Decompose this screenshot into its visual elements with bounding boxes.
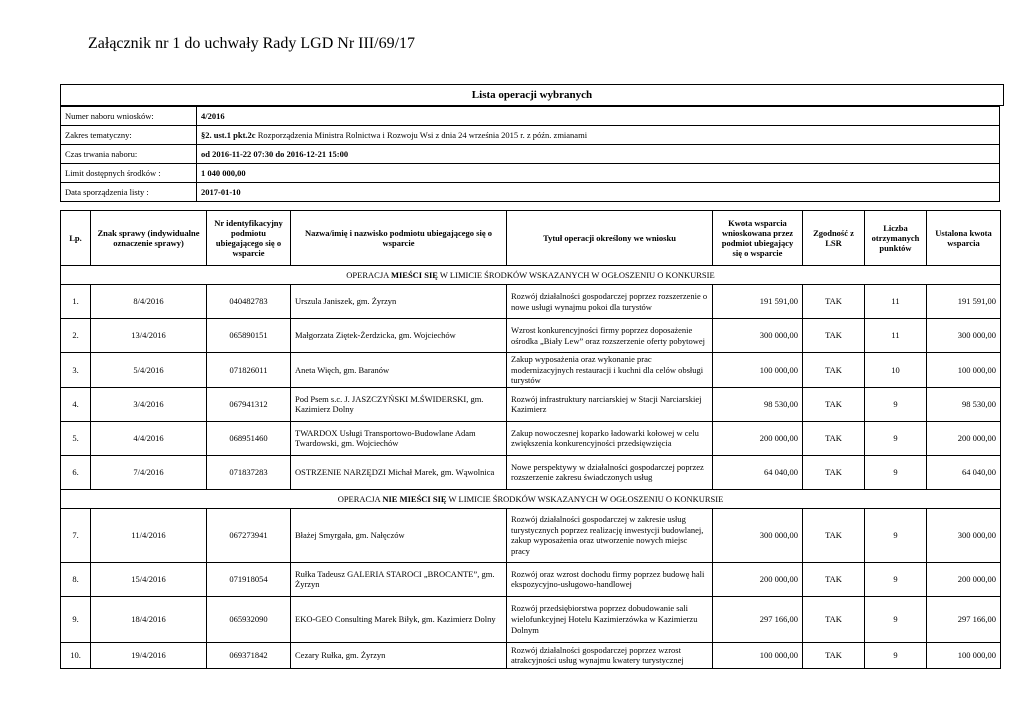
cell-nazwa: Błażej Smyrgała, gm. Nałęczów (291, 508, 507, 562)
cell-kwota: 64 040,00 (713, 455, 803, 489)
list-title: Lista operacji wybranych (60, 84, 1004, 106)
info-label: Zakres tematyczny: (61, 126, 197, 145)
column-header: Znak sprawy (indywidualne oznaczenie sprawy) (91, 211, 207, 266)
cell-ustalona: 98 530,00 (927, 387, 1001, 421)
cell-lsr: TAK (803, 353, 865, 388)
cell-tytul: Rozwój oraz wzrost dochodu firmy poprzez budowę hali ekspozycyjno-usługowo-handlowej (507, 562, 713, 596)
cell-punkty: 9 (865, 421, 927, 455)
cell-tytul: Rozwój działalności gospodarczej poprzez rozszerzenie o nowe usługi wynajmu pokoi dla turystów (507, 285, 713, 319)
table-row (61, 642, 1001, 668)
document-title: Załącznik nr 1 do uchwały Rady LGD Nr III/69/17 (88, 35, 416, 52)
cell-lsr: TAK (803, 455, 865, 489)
cell-kwota: 300 000,00 (713, 319, 803, 353)
section-status: MIEŚCI SIĘ (390, 269, 438, 280)
info-label: Limit dostępnych środków : (61, 164, 197, 183)
table-row (61, 319, 1001, 353)
cell-nazwa: Aneta Więch, gm. Baranów (291, 353, 507, 388)
cell-lp: 2. (61, 319, 91, 353)
cell-znak: 8/4/2016 (91, 285, 207, 319)
info-value: 4/2016 (197, 107, 1000, 126)
table-row (61, 353, 1001, 388)
cell-kwota: 297 166,00 (713, 596, 803, 642)
info-row (61, 126, 1000, 145)
cell-nr: 071837283 (207, 455, 291, 489)
info-row (61, 107, 1000, 126)
cell-nr: 067273941 (207, 508, 291, 562)
info-value: od 2016-11-22 07:30 do 2016-12-21 15:00 (197, 145, 1000, 164)
cell-tytul: Wzrost konkurencyjności firmy poprzez doposażenie ośrodka „Biały Lew” oraz rozszerzenie oferty pobytowej (507, 319, 713, 353)
cell-kwota: 300 000,00 (713, 508, 803, 562)
column-header: Nazwa/imię i nazwisko podmiotu ubiegającego się o wsparcie (291, 211, 507, 266)
cell-ustalona: 200 000,00 (927, 421, 1001, 455)
cell-kwota: 98 530,00 (713, 387, 803, 421)
cell-nazwa: Małgorzata Ziętek-Żerdzicka, gm. Wojciechów (291, 319, 507, 353)
section-suffix: W LIMICIE ŚRODKÓW WSKAZANYCH W OGŁOSZENIU O KONKURSIE (437, 269, 715, 280)
column-header: Zgodność z LSR (803, 211, 865, 266)
cell-lp: 9. (61, 596, 91, 642)
cell-lsr: TAK (803, 421, 865, 455)
cell-punkty: 9 (865, 642, 927, 668)
cell-nazwa: TWARDOX Usługi Transportowo-Budowlane Adam Twardowski, gm. Wojciechów (291, 421, 507, 455)
info-label: Czas trwania naboru: (61, 145, 197, 164)
cell-nr: 071826011 (207, 353, 291, 388)
section-row (61, 266, 1001, 285)
cell-nr: 069371842 (207, 642, 291, 668)
section-label (61, 266, 1001, 285)
cell-kwota: 191 591,00 (713, 285, 803, 319)
cell-znak: 4/4/2016 (91, 421, 207, 455)
cell-znak: 18/4/2016 (91, 596, 207, 642)
cell-nazwa: Cezary Rułka, gm. Żyrzyn (291, 642, 507, 668)
cell-nazwa: Pod Psem s.c. J. JASZCZYŃSKI M.ŚWIDERSKI, gm. Kazimierz Dolny (291, 387, 507, 421)
table-row (61, 508, 1001, 562)
cell-punkty: 9 (865, 596, 927, 642)
column-header: Tytuł operacji określony we wniosku (507, 211, 713, 266)
cell-nazwa: Urszula Janiszek, gm. Żyrzyn (291, 285, 507, 319)
cell-lp: 6. (61, 455, 91, 489)
cell-kwota: 100 000,00 (713, 353, 803, 388)
column-header: Liczba otrzymanych punktów (865, 211, 927, 266)
section-prefix: OPERACJA (337, 493, 383, 504)
cell-ustalona: 64 040,00 (927, 455, 1001, 489)
info-value (197, 126, 1000, 145)
section-prefix: OPERACJA (346, 269, 391, 280)
section-row (61, 489, 1001, 508)
cell-tytul: Rozwój działalności gospodarczej w zakresie usług turystycznych poprzez realizację inwestycji budowlanej, zakup wyposażenia oraz utworzenie nowych miejsc pracy (507, 508, 713, 562)
cell-kwota: 200 000,00 (713, 562, 803, 596)
cell-znak: 5/4/2016 (91, 353, 207, 388)
cell-lsr: TAK (803, 508, 865, 562)
cell-lsr: TAK (803, 562, 865, 596)
cell-punkty: 11 (865, 285, 927, 319)
info-row (61, 164, 1000, 183)
cell-nr: 065890151 (207, 319, 291, 353)
table-row (61, 285, 1001, 319)
info-row (61, 183, 1000, 202)
cell-tytul: Rozwój działalności gospodarczej poprzez wzrost atrakcyjności usług wynajmu kwatery turystycznej (507, 642, 713, 668)
cell-nr: 040482783 (207, 285, 291, 319)
cell-tytul: Zakup wyposażenia oraz wykonanie prac modernizacyjnych restauracji i kuchni dla celów obsługi turystów (507, 353, 713, 388)
cell-punkty: 9 (865, 562, 927, 596)
column-header: Lp. (61, 211, 91, 266)
cell-lp: 7. (61, 508, 91, 562)
cell-ustalona: 297 166,00 (927, 596, 1001, 642)
cell-lp: 1. (61, 285, 91, 319)
info-row (61, 145, 1000, 164)
column-header: Kwota wsparcia wnioskowana przez podmiot ubiegający się o wsparcie (713, 211, 803, 266)
table-header-row (61, 211, 1001, 266)
cell-lp: 10. (61, 642, 91, 668)
cell-lsr: TAK (803, 642, 865, 668)
table-row (61, 387, 1001, 421)
cell-nr: 067941312 (207, 387, 291, 421)
column-header: Ustalona kwota wsparcia (927, 211, 1001, 266)
cell-ustalona: 100 000,00 (927, 353, 1001, 388)
info-value-bold: §2. ust.1 pkt.2c (201, 130, 256, 140)
cell-nazwa: EKO-GEO Consulting Marek Biłyk, gm. Kazimierz Dolny (291, 596, 507, 642)
cell-punkty: 9 (865, 508, 927, 562)
table-row (61, 562, 1001, 596)
info-label: Data sporządzenia listy : (61, 183, 197, 202)
cell-tytul: Zakup nowoczesnej koparko ładowarki kołowej w celu zwiększenia konkurencyjności przedsięwzięcia (507, 421, 713, 455)
section-label (61, 489, 1001, 508)
table-row (61, 596, 1001, 642)
info-value: 1 040 000,00 (197, 164, 1000, 183)
cell-kwota: 200 000,00 (713, 421, 803, 455)
cell-lsr: TAK (803, 285, 865, 319)
cell-punkty: 9 (865, 387, 927, 421)
cell-ustalona: 300 000,00 (927, 319, 1001, 353)
table-row (61, 421, 1001, 455)
cell-punkty: 11 (865, 319, 927, 353)
cell-ustalona: 200 000,00 (927, 562, 1001, 596)
cell-znak: 19/4/2016 (91, 642, 207, 668)
cell-ustalona: 191 591,00 (927, 285, 1001, 319)
cell-lp: 4. (61, 387, 91, 421)
cell-nazwa: Rułka Tadeusz GALERIA STAROCI „BROCANTE”, gm. Żyrzyn (291, 562, 507, 596)
info-label: Numer naboru wniosków: (61, 107, 197, 126)
cell-znak: 7/4/2016 (91, 455, 207, 489)
cell-znak: 11/4/2016 (91, 508, 207, 562)
cell-lp: 8. (61, 562, 91, 596)
cell-tytul: Nowe perspektywy w działalności gospodarczej poprzez rozszerzenie zakresu świadczonych usług (507, 455, 713, 489)
cell-lsr: TAK (803, 387, 865, 421)
section-suffix: W LIMICIE ŚRODKÓW WSKAZANYCH W OGŁOSZENIU O KONKURSIE (446, 493, 724, 504)
cell-tytul: Rozwój infrastruktury narciarskiej w Stacji Narciarskiej Kazimierz (507, 387, 713, 421)
cell-lsr: TAK (803, 596, 865, 642)
info-value: 2017-01-10 (197, 183, 1000, 202)
cell-tytul: Rozwój przedsiębiorstwa poprzez dobudowanie sali wielofunkcyjnej Hotelu Kazimierzówka w Kazimierzu Dolnym (507, 596, 713, 642)
section-status: NIE MIEŚCI SIĘ (382, 493, 447, 504)
recruitment-info-table (60, 106, 1000, 202)
cell-punkty: 9 (865, 455, 927, 489)
cell-nr: 065932090 (207, 596, 291, 642)
cell-znak: 13/4/2016 (91, 319, 207, 353)
cell-ustalona: 300 000,00 (927, 508, 1001, 562)
cell-lp: 3. (61, 353, 91, 388)
cell-punkty: 10 (865, 353, 927, 388)
cell-znak: 15/4/2016 (91, 562, 207, 596)
cell-nazwa: OSTRZENIE NARZĘDZI Michał Marek, gm. Wąwolnica (291, 455, 507, 489)
operations-table (60, 210, 1001, 669)
column-header: Nr identyfikacyjny podmiotu ubiegającego się o wsparcie (207, 211, 291, 266)
cell-lp: 5. (61, 421, 91, 455)
info-value-normal: Rozporządzenia Ministra Rolnictwa i Rozwoju Wsi z dnia 24 września 2015 r. z późn. zmianami (255, 130, 588, 140)
cell-nr: 071918054 (207, 562, 291, 596)
cell-ustalona: 100 000,00 (927, 642, 1001, 668)
cell-lsr: TAK (803, 319, 865, 353)
table-row (61, 455, 1001, 489)
cell-nr: 068951460 (207, 421, 291, 455)
cell-kwota: 100 000,00 (713, 642, 803, 668)
cell-znak: 3/4/2016 (91, 387, 207, 421)
